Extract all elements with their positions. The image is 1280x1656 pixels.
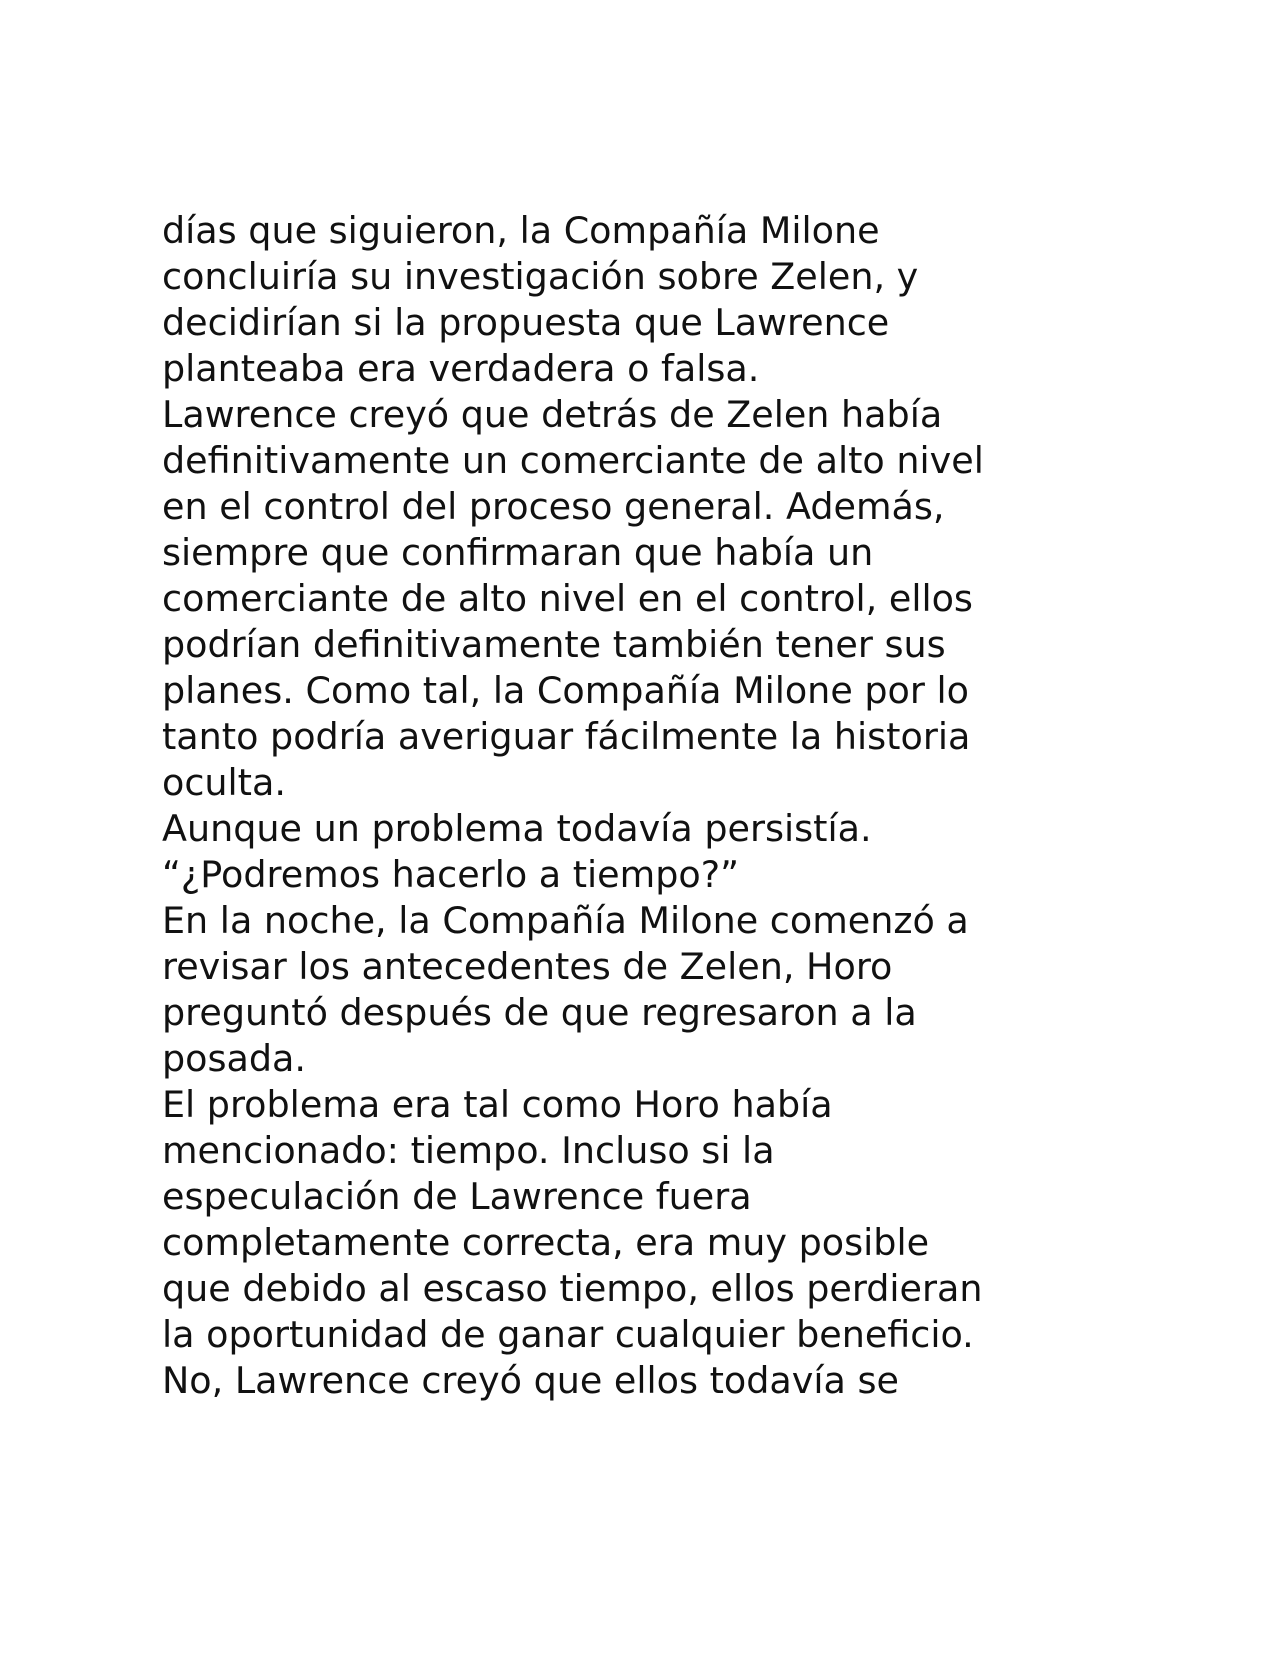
text-line: posada.	[162, 1037, 307, 1080]
text-line: planes. Como tal, la Compañía Milone por lo	[162, 669, 969, 712]
text-line: días que siguieron, la Compañía Milone	[162, 209, 880, 252]
text-line: definitivamente un comerciante de alto nivel	[162, 439, 984, 482]
text-line: completamente correcta, era muy posible	[162, 1221, 930, 1264]
text-line: la oportunidad de ganar cualquier beneficio.	[162, 1313, 974, 1356]
text-line: siempre que confirmaran que había un	[162, 531, 874, 574]
text-line: Lawrence creyó que detrás de Zelen había	[162, 393, 943, 436]
text-line: “¿Podremos hacerlo a tiempo?”	[162, 853, 739, 896]
text-line: revisar los antecedentes de Zelen, Horo	[162, 945, 893, 988]
text-line: En la noche, la Compañía Milone comenzó a	[162, 899, 969, 942]
text-line: oculta.	[162, 761, 286, 804]
text-line: preguntó después de que regresaron a la	[162, 991, 917, 1034]
text-line: en el control del proceso general. Además,	[162, 485, 945, 528]
text-line: El problema era tal como Horo había	[162, 1083, 833, 1126]
text-line: decidirían si la propuesta que Lawrence	[162, 301, 890, 344]
text-line: Aunque un problema todavía persistía.	[162, 807, 872, 850]
text-line: podrían definitivamente también tener sus	[162, 623, 946, 666]
text-line: mencionado: tiempo. Incluso si la	[162, 1129, 775, 1172]
text-line: No, Lawrence creyó que ellos todavía se	[162, 1359, 899, 1402]
text-line: concluiría su investigación sobre Zelen, y	[162, 255, 919, 298]
text-line: especulación de Lawrence fuera	[162, 1175, 752, 1218]
text-line: tanto podría averiguar fácilmente la historia	[162, 715, 971, 758]
text-line: que debido al escaso tiempo, ellos perdieran	[162, 1267, 983, 1310]
body-text	[162, 208, 1162, 1404]
text-line: comerciante de alto nivel en el control, ellos	[162, 577, 973, 620]
text-line: planteaba era verdadera o falsa.	[162, 347, 760, 390]
